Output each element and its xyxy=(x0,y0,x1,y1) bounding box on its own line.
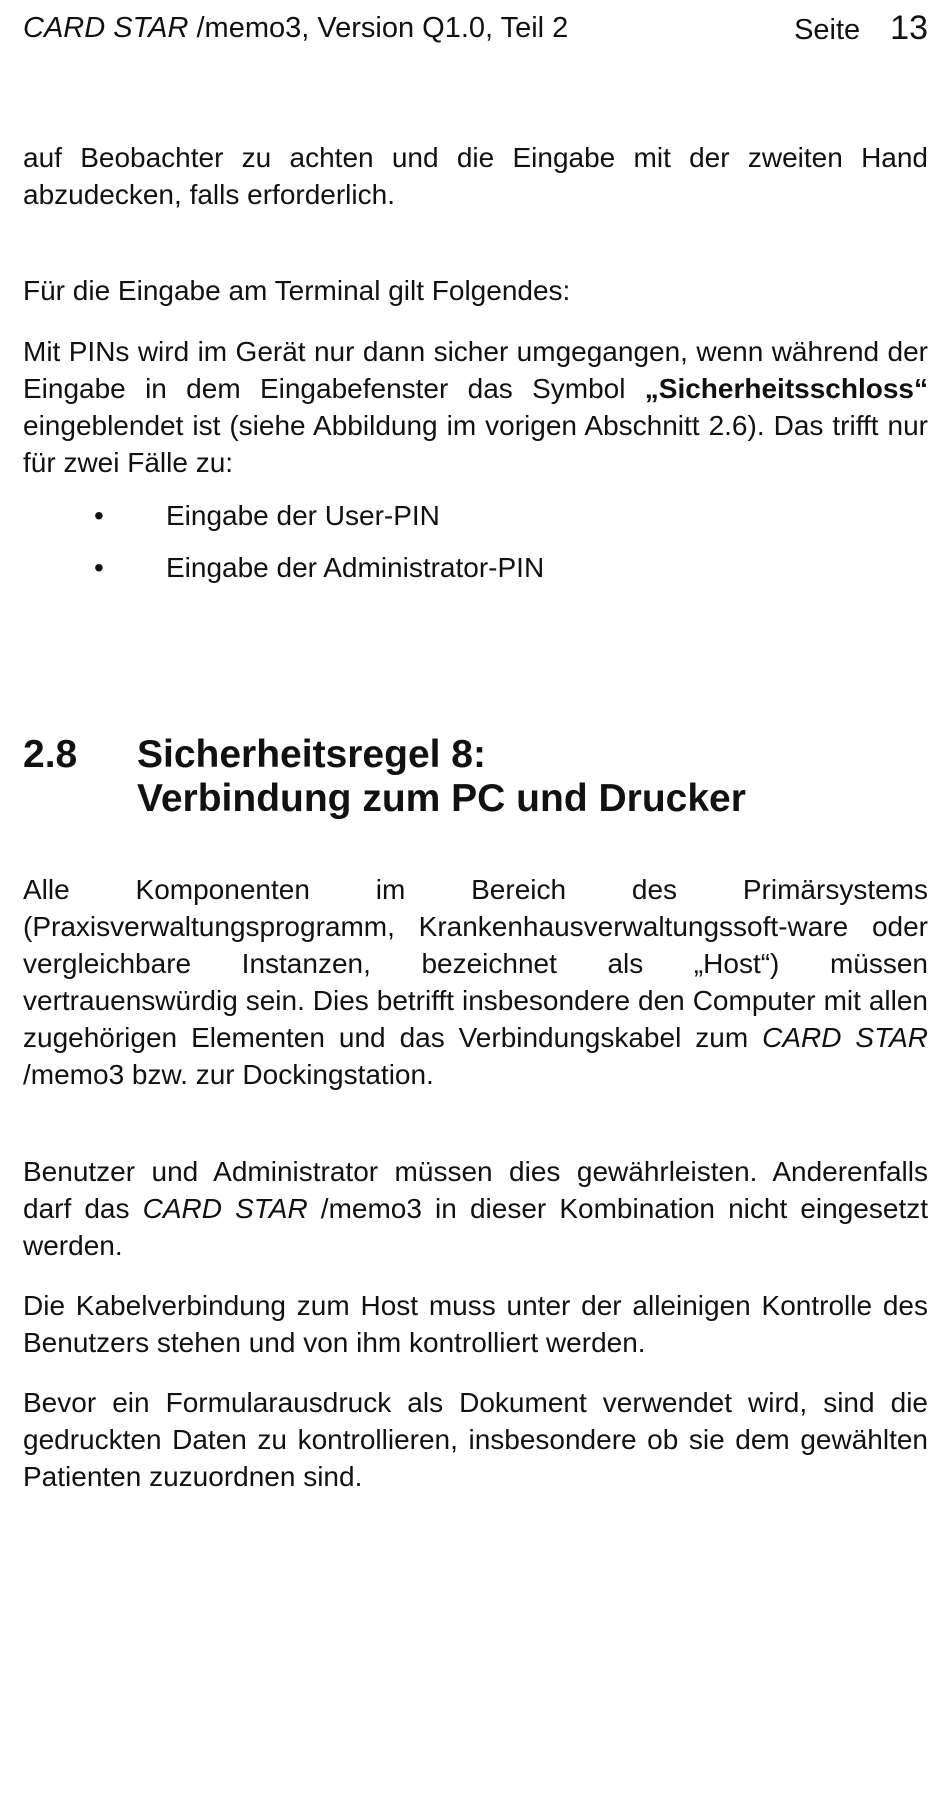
header-page-number: 13 xyxy=(890,9,928,47)
paragraph-observer: auf Beobachter zu achten und die Eingabe mit der zweiten Hand abzudecken, falls erforderlich. xyxy=(23,142,928,210)
header-page-info xyxy=(794,10,928,48)
section-title-line1: Sicherheitsregel 8: xyxy=(137,733,486,776)
paragraph-pin-handling xyxy=(23,333,928,481)
guarantee-product-name: CARD STAR xyxy=(142,1193,308,1224)
header-page-label: Seite xyxy=(794,14,861,46)
list-item xyxy=(23,497,928,549)
paragraph-host-components xyxy=(23,871,928,1093)
list-item-text: Eingabe der Administrator-PIN xyxy=(166,552,545,583)
section-number: 2.8 xyxy=(23,733,78,776)
page-header xyxy=(23,10,928,50)
header-title xyxy=(23,10,568,46)
list-item xyxy=(23,549,928,601)
paragraph-print-check: Bevor ein Formularausdruck als Dokument verwendet wird, sind die gedruckten Daten zu kontrollieren, insbesondere ob sie dem gewählten Patienten zuzuordnen sind. xyxy=(23,1387,928,1492)
pin-text-before: Mit PINs wird im Gerät nur dann sicher umgegangen, wenn während der Eingabe in dem Eingabefenster das Symbol xyxy=(23,336,928,404)
list-item-text: Eingabe der User-PIN xyxy=(166,500,440,531)
security-lock-term: „Sicherheitsschloss“ xyxy=(644,373,928,404)
host-product-name: CARD STAR xyxy=(762,1022,929,1053)
bullet-dot: • xyxy=(94,500,104,531)
bullet-dot: • xyxy=(94,552,104,583)
header-title-rest: /memo3, Version Q1.0, Teil 2 xyxy=(188,12,569,44)
section-title-line2: Verbindung zum PC und Drucker xyxy=(137,777,746,820)
guarantee-text-after: /memo3 in dieser Kombination nicht eingesetzt werden. xyxy=(23,1193,929,1261)
host-text-before: Alle Komponenten im Bereich des Primärsystems (Praxisverwaltungsprogramm, Krankenhausverwaltungssoft-ware oder vergleichbare Instanzen, bezeichnet als „Host“) müssen vertrauenswürdig sein. Dies betrifft insbesondere den Computer mit allen zugehörigen Elementen und das Verbindungskabel zum xyxy=(23,874,928,1053)
pin-bullet-list xyxy=(23,497,928,601)
header-product-name: CARD STAR xyxy=(23,12,189,44)
paragraph-guarantee xyxy=(23,1153,928,1264)
host-text-after: /memo3 bzw. zur Dockingstation. xyxy=(23,1059,434,1090)
paragraph-cable-control: Die Kabelverbindung zum Host muss unter der alleinigen Kontrolle des Benutzers stehen und von ihm kontrolliert werden. xyxy=(23,1290,928,1358)
paragraph-terminal-intro: Für die Eingabe am Terminal gilt Folgendes: xyxy=(23,275,571,306)
pin-text-after: eingeblendet ist (siehe Abbildung im vorigen Abschnitt 2.6). Das trifft nur für zwei Fälle zu: xyxy=(23,410,928,478)
guarantee-text-before: Benutzer und Administrator müssen dies gewährleisten. Anderenfalls darf das xyxy=(23,1156,928,1224)
